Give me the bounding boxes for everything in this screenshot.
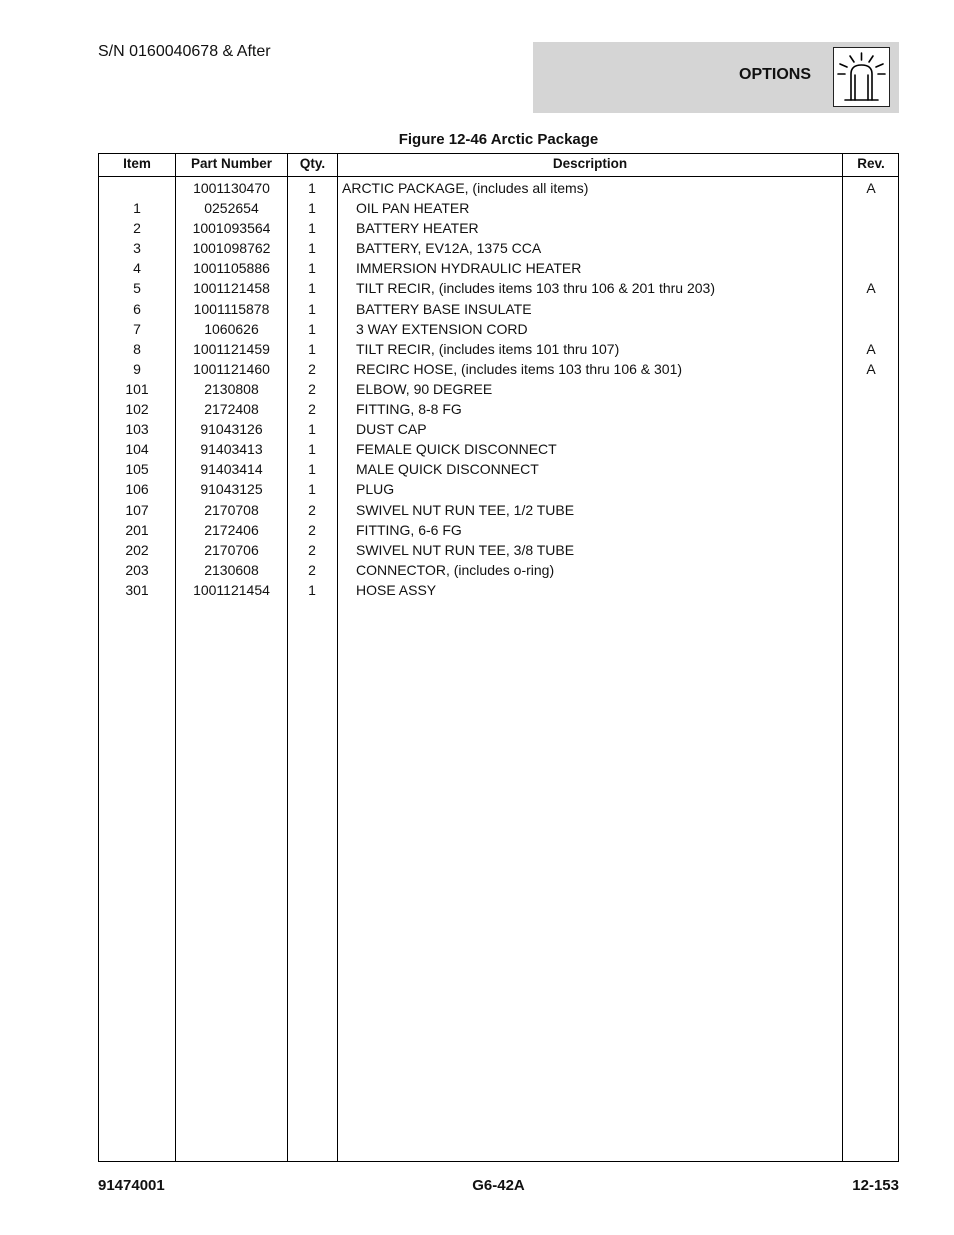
item-number: 105 [125, 461, 149, 478]
table-header [99, 154, 898, 177]
quantity: 2 [308, 360, 316, 377]
table-row [99, 520, 898, 540]
description: DUST CAP [356, 421, 427, 438]
item-number: 107 [125, 501, 149, 518]
item-number: 7 [133, 320, 141, 337]
part-number: 2130608 [204, 561, 259, 578]
header-rev: Rev. [857, 156, 885, 171]
part-number: 91403414 [200, 461, 263, 478]
description: TILT RECIR, (includes items 101 thru 107) [356, 340, 620, 357]
quantity: 2 [308, 501, 316, 518]
table-row [99, 299, 898, 319]
table-row [99, 540, 898, 560]
item-number: 9 [133, 360, 141, 377]
table-row [99, 560, 898, 580]
part-number: 2130808 [204, 380, 259, 397]
quantity: 1 [308, 240, 316, 257]
description: ELBOW, 90 DEGREE [356, 380, 493, 397]
table-row [99, 379, 898, 399]
header-qty: Qty. [299, 156, 326, 171]
description: FITTING, 8-8 FG [356, 401, 462, 418]
quantity: 1 [308, 280, 316, 297]
part-number: 1060626 [204, 320, 259, 337]
item-number: 102 [125, 401, 149, 418]
description: MALE QUICK DISCONNECT [356, 461, 539, 478]
description: OIL PAN HEATER [356, 200, 470, 217]
table-row [99, 419, 898, 439]
part-number: 1001098762 [192, 240, 271, 257]
revision: A [866, 180, 876, 196]
part-number: 1001121459 [193, 340, 270, 357]
item-number: 203 [125, 561, 149, 578]
part-number: 1001130470 [193, 180, 270, 196]
part-number: 2170708 [204, 501, 259, 518]
item-number: 2 [133, 220, 141, 237]
footer-manual-number: 91474001 [98, 1177, 165, 1194]
table-row [99, 479, 898, 499]
description: HOSE ASSY [356, 581, 437, 598]
revision: A [866, 280, 876, 297]
part-number: 2172408 [204, 401, 259, 418]
part-number: 0252654 [204, 200, 259, 217]
part-number: 91403413 [200, 441, 263, 458]
part-number: 1001121454 [193, 581, 270, 598]
part-number: 91043125 [200, 481, 263, 498]
description: FEMALE QUICK DISCONNECT [356, 441, 557, 458]
revision: A [866, 340, 876, 357]
description: ARCTIC PACKAGE, (includes all items) [342, 180, 589, 196]
table-row [99, 580, 898, 600]
item-number: 106 [125, 481, 149, 498]
description: TILT RECIR, (includes items 103 thru 106 & 201 thru 203) [356, 280, 715, 297]
description: BATTERY HEATER [356, 220, 479, 237]
figure-title: Figure 12-46 Arctic Package [398, 131, 599, 148]
beacon-light-icon [833, 47, 890, 107]
footer-model: G6-42A [472, 1177, 525, 1194]
item-number: 101 [125, 380, 149, 397]
quantity: 2 [308, 561, 316, 578]
header-description: Description [552, 156, 628, 171]
part-number: 2172406 [204, 521, 259, 538]
item-number: 1 [133, 200, 141, 217]
description: PLUG [356, 481, 395, 498]
quantity: 2 [308, 541, 316, 558]
item-number: 6 [133, 300, 141, 317]
quantity: 1 [308, 300, 316, 317]
table-row [99, 218, 898, 238]
description: FITTING, 6-6 FG [356, 521, 462, 538]
table-row [99, 319, 898, 339]
description: CONNECTOR, (includes o-ring) [356, 561, 555, 578]
section-tab [533, 42, 899, 113]
quantity: 1 [308, 180, 316, 196]
description: 3 WAY EXTENSION CORD [356, 320, 528, 337]
part-number: 1001121460 [193, 360, 270, 377]
quantity: 1 [308, 260, 316, 277]
item-number: 4 [133, 260, 141, 277]
description: RECIRC HOSE, (includes items 103 thru 106 & 301) [356, 360, 683, 377]
table-row [99, 178, 898, 198]
description: SWIVEL NUT RUN TEE, 1/2 TUBE [356, 501, 575, 518]
item-number: 103 [125, 421, 149, 438]
part-number: 91043126 [200, 421, 263, 438]
quantity: 2 [308, 380, 316, 397]
description: BATTERY BASE INSULATE [356, 300, 532, 317]
part-number: 1001093564 [192, 220, 271, 237]
item-number: 104 [125, 441, 149, 458]
quantity: 1 [308, 200, 316, 217]
description: IMMERSION HYDRAULIC HEATER [356, 260, 582, 277]
section-label: OPTIONS [739, 66, 812, 83]
table-row [99, 359, 898, 379]
quantity: 2 [308, 521, 316, 538]
table-row [99, 339, 898, 359]
part-number: 2170706 [204, 541, 259, 558]
description: BATTERY, EV12A, 1375 CCA [356, 240, 542, 257]
part-number: 1001105886 [193, 260, 270, 277]
table-body [99, 178, 898, 600]
quantity: 1 [308, 340, 316, 357]
item-number: 202 [125, 541, 149, 558]
serial-number-range: S/N 0160040678 & After [98, 43, 271, 60]
description: SWIVEL NUT RUN TEE, 3/8 TUBE [356, 541, 575, 558]
item-number: 201 [125, 521, 149, 538]
header-item: Item [123, 156, 151, 171]
item-number: 3 [133, 240, 141, 257]
table-row [99, 238, 898, 258]
table-row [99, 278, 898, 298]
quantity: 1 [308, 581, 316, 598]
quantity: 2 [308, 401, 316, 418]
item-number: 8 [133, 340, 141, 357]
item-number: 5 [133, 280, 141, 297]
quantity: 1 [308, 481, 316, 498]
table-row [99, 500, 898, 520]
parts-table [98, 153, 899, 1162]
quantity: 1 [308, 461, 316, 478]
item-number: 301 [125, 581, 149, 598]
footer-page-number: 12-153 [852, 1177, 899, 1194]
revision: A [866, 360, 876, 377]
quantity: 1 [308, 220, 316, 237]
table-row [99, 459, 898, 479]
part-number: 1001121458 [193, 280, 270, 297]
header-part-number: Part Number [190, 156, 273, 171]
part-number: 1001115878 [193, 300, 270, 317]
table-row [99, 258, 898, 278]
quantity: 1 [308, 441, 316, 458]
table-row [99, 439, 898, 459]
quantity: 1 [308, 320, 316, 337]
table-row [99, 399, 898, 419]
table-row [99, 198, 898, 218]
quantity: 1 [308, 421, 316, 438]
